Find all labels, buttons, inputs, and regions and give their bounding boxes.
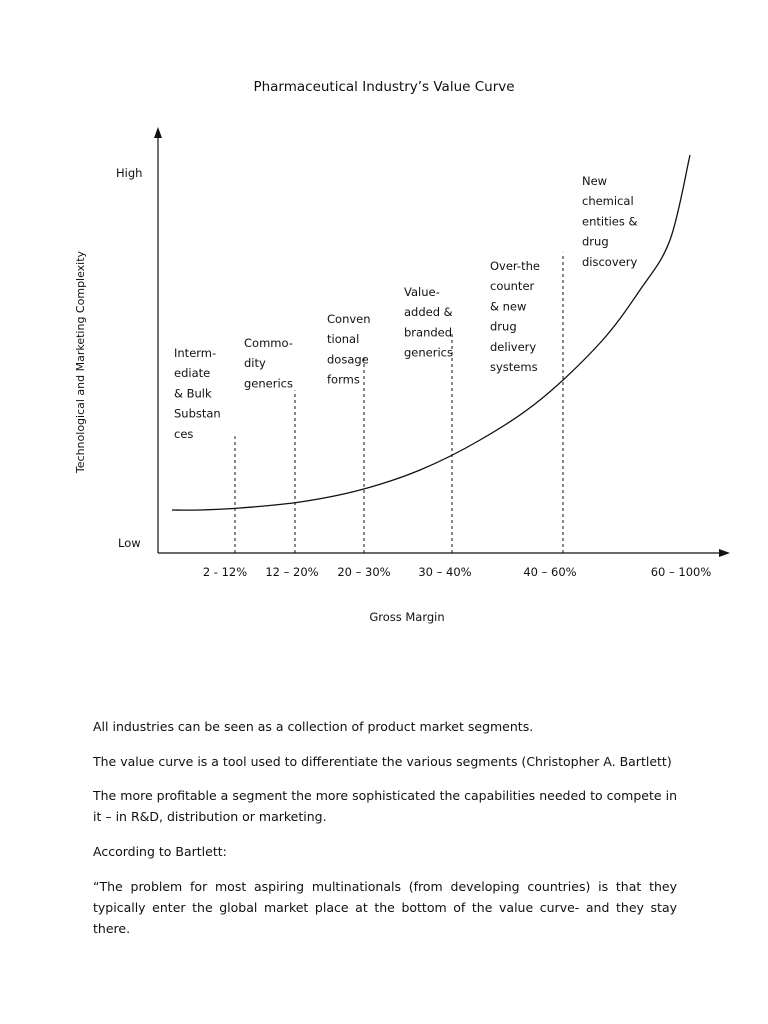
paragraph-3: The more profitable a segment the more sophisticated the capabilities needed to compete in it – in R&D, distribution or marketing. [93, 788, 677, 824]
segment-label: Value-added & branded generics [404, 285, 453, 360]
chart-title: Pharmaceutical Industry’s Value Curve [253, 79, 515, 95]
paragraph-1: All industries can be seen as a collection of product market segments. [93, 719, 534, 734]
x-axis-label: Gross Margin [369, 610, 445, 624]
segment-label: Over-the counter & new drug delivery systems [490, 259, 540, 374]
segment-label: New chemical entities & drug discovery [582, 174, 638, 269]
segment-dividers [235, 253, 563, 553]
x-tick-label: 12 – 20% [265, 565, 319, 579]
x-tick-label: 30 – 40% [418, 565, 472, 579]
x-axis-arrow [719, 549, 730, 557]
segment-labels [174, 174, 637, 441]
segment-label: Interm-ediate & Bulk Substan ces [174, 346, 221, 441]
axes [154, 127, 730, 557]
y-level-high: High [116, 166, 143, 180]
y-level-low: Low [118, 536, 141, 550]
paragraph-5: “The problem for most aspiring multinationals (from developing countries) is that they typically enter the global market place at the bottom of the value curve- and they stay there. [93, 879, 677, 936]
segment-label: Conven tional dosage forms [327, 312, 371, 387]
x-tick-label: 20 – 30% [337, 565, 391, 579]
y-axis-label: Technological and Marketing Complexity [74, 250, 87, 474]
x-tick-label: 60 – 100% [650, 565, 712, 579]
x-tick-labels [203, 565, 712, 579]
segment-label: Commo-dity generics [244, 336, 293, 391]
paragraph-2: The value curve is a tool used to differentiate the various segments (Christopher A. Bartlett) [93, 754, 672, 769]
x-tick-label: 40 – 60% [523, 565, 577, 579]
x-tick-label: 2 - 12% [202, 565, 248, 579]
y-axis-arrow [154, 127, 162, 138]
paragraph-4: According to Bartlett: [93, 844, 227, 859]
